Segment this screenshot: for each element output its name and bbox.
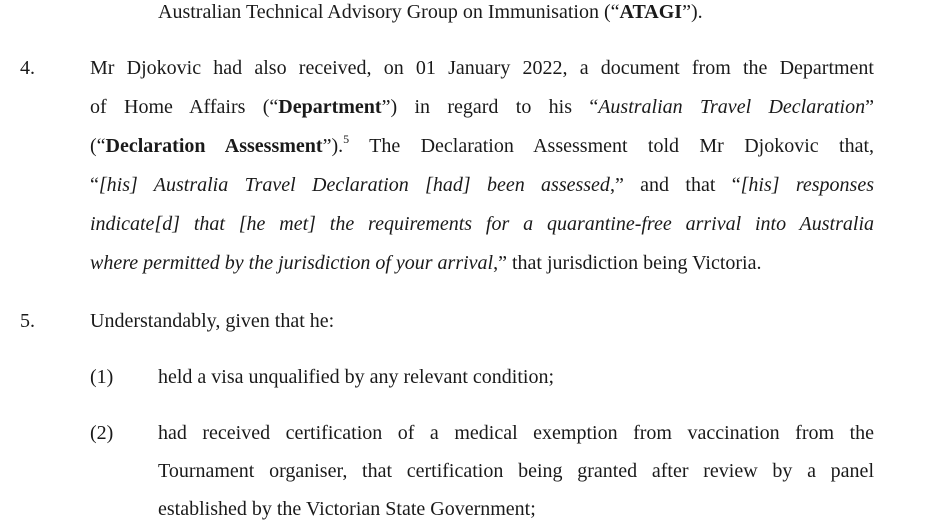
para4-line-2: of Home Affairs (“Department”) in regard to his “Australian Travel Declaration” [90, 96, 875, 118]
para4-line-1: Mr Djokovic had also received, on 01 January 2022, a document from the Department [90, 57, 874, 79]
list-item-2-line-3: established by the Victorian State Government; [158, 498, 536, 520]
list-item-marker-2: (2) [90, 422, 114, 444]
list-item-marker-1: (1) [90, 366, 114, 388]
para4-line-3: (“Declaration Assessment”).$^5$ The Declaration Assessment told Mr Djokovic that, [90, 132, 874, 157]
footnote-ref: 5 [343, 132, 350, 146]
list-item-1-line-1: held a visa unqualified by any relevant condition; [158, 366, 554, 388]
para4-line-6: where permitted by the jurisdiction of your arrival,” that jurisdiction being Victoria. [90, 252, 762, 274]
list-item-2-line-1: had received certification of a medical exemption from vaccination from the [158, 422, 874, 444]
para4-line-5: indicate[d] that [he met] the requirements for a quarantine-free arrival into Australia [90, 213, 874, 235]
paragraph-number-4: 4. [20, 57, 35, 79]
continuation-line: Australian Technical Advisory Group on Immunisation (“ATAGI”). [158, 1, 703, 23]
para5-intro: Understandably, given that he: [90, 310, 335, 332]
paragraph-number-5: 5. [20, 310, 35, 332]
para4-line-4: “[his] Australia Travel Declaration [had] been assessed,” and that “[his] responses [90, 174, 875, 196]
list-item-2-line-2: Tournament organiser, that certification being granted after review by a panel [158, 460, 874, 482]
